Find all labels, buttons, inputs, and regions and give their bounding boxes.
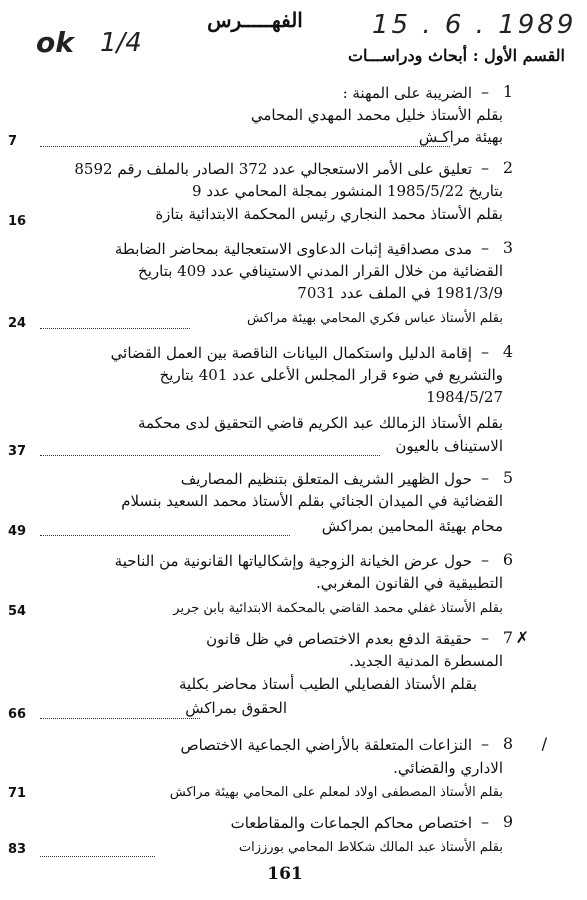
entry-line: إقامة الدليل واستكمال البيانات الناقصة بين العمل القضائي (110, 344, 472, 362)
entry-line: الحقوق بمراكش (185, 699, 287, 717)
entry-dash: – (481, 550, 489, 569)
entry-line: 1981/3/9 في الملف عدد 7031 (297, 284, 503, 302)
entry-line: تعليق على الأمر الاستعجالي عدد 372 الصادر بالملف رقم 8592 (74, 160, 472, 178)
entry-number: 4 (502, 342, 513, 361)
entry-line: بقلم الأستاذ الفصايلي الطيب أستاذ محاضر بكلية (178, 675, 477, 693)
entry-line: محام بهيئة المحامين بمراكش (321, 517, 503, 535)
entry-line: الاستيناف بالعيون (395, 437, 503, 455)
entry-dash: – (481, 628, 489, 647)
entry-line: التطبيقية في القانون المغربي. (316, 574, 503, 592)
entry-dash: – (481, 468, 489, 487)
entry-page-number: 24 (8, 316, 27, 331)
handwritten-fraction-note: 1/4 (100, 28, 142, 58)
page-title: الفهـــــرس (207, 8, 303, 32)
entry-line: بقلم الأستاذ عبد المالك شكلاط المحامي بورززات (238, 840, 503, 855)
entry-line: حول عرض الخيانة الزوجية وإشكالياتها القانونية من الناحية (114, 552, 472, 570)
entry-line: حول الظهير الشريف المتعلق بتنظيم المصاريف (180, 470, 472, 488)
entry-line: بتاريخ 1985/5/22 المنشور بمجلة المحامي عدد 9 (192, 182, 503, 200)
entry-number: 1 (502, 82, 513, 101)
entry-line: الاداري والقضائي. (393, 759, 503, 777)
entry-dash: – (481, 238, 489, 257)
entry-line: بقلم الأستاذ محمد النجاري رئيس المحكمة الابتدائية بتازة (155, 205, 503, 223)
entry-line: بقلم الأستاذ الزمالك عبد الكريم قاضي التحقيق لدى محكمة (137, 414, 503, 432)
entry-dash: – (481, 158, 489, 177)
entry-dash: – (481, 82, 489, 101)
entry-line: حقيقة الدفع بعدم الاختصاص في ظل قانون (206, 630, 472, 648)
leader-dots (40, 328, 190, 329)
entry-line: المسطرة المدنية الجديد. (349, 652, 503, 670)
entry-line: القضائية في الميدان الجنائي بقلم الأستاذ محمد السعيد بنسلام (121, 492, 503, 510)
entry-line: القضائية من خلال القرار المدني الاستينافي عدد 409 بتاريخ (138, 262, 503, 280)
page-folio-number: 161 (267, 864, 303, 884)
entry-line: بقلم الأستاذ خليل محمد المهدي المحامي (250, 106, 503, 124)
entry-number: 6 (502, 550, 513, 569)
leader-dots (40, 535, 290, 536)
entry-number: 2 (502, 158, 513, 177)
entry-line: 1984/5/27 (426, 388, 503, 406)
entry-line: والتشريع في ضوء قرار المجلس الأعلى عدد 401 بتاريخ (159, 366, 503, 384)
entry-line: بقلم الأستاذ المصطفى اولاد لمعلم على المحامي بهيئة مراكش (169, 785, 503, 800)
entry-page-number: 83 (8, 842, 27, 857)
entry-number: 3 (502, 238, 513, 257)
handwritten-x-mark: ✗ (515, 628, 529, 647)
handwritten-slash-mark: / (541, 734, 547, 753)
entry-dash: – (481, 734, 489, 753)
leader-dots (40, 856, 155, 857)
entry-line: بقلم الأستاذ عباس فكري المحامي بهيئة مراكش (247, 311, 503, 326)
entry-page-number: 54 (8, 604, 27, 619)
entry-page-number: 66 (8, 707, 27, 722)
entry-page-number: 7 (8, 134, 18, 149)
entry-page-number: 16 (8, 214, 27, 229)
entry-page-number: 71 (8, 786, 27, 801)
entry-number: 7 (502, 628, 513, 647)
entry-line: النزاعات المتعلقة بالأراضي الجماعية الاختصاص (180, 736, 472, 754)
entry-dash: – (481, 812, 489, 831)
entry-dash: – (481, 342, 489, 361)
entry-line: بهيئة مراكـش (418, 128, 503, 146)
handwritten-ok-note: ok (36, 26, 74, 59)
leader-dots (40, 455, 380, 456)
leader-dots (40, 718, 200, 719)
entry-page-number: 37 (8, 444, 27, 459)
handwritten-date: 15 . 6 . 1989 (372, 10, 577, 40)
entry-line: مدى مصداقية إثبات الدعاوى الاستعجالية بمحاضر الضابطة (114, 240, 472, 258)
entry-number: 8 (502, 734, 513, 753)
entry-line: الضريبة على المهنة : (342, 84, 472, 102)
entry-page-number: 49 (8, 524, 27, 539)
leader-dots (40, 146, 450, 147)
entry-line: اختصاص محاكم الجماعات والمقاطعات (230, 814, 472, 832)
section-heading: القسم الأول : أبحاث ودراســـات (347, 46, 565, 65)
entry-line: بقلم الأستاذ غفلي محمد القاضي بالمحكمة الابتدائية بابن جرير (173, 601, 503, 616)
entry-number: 5 (502, 468, 513, 487)
entry-number: 9 (502, 812, 513, 831)
